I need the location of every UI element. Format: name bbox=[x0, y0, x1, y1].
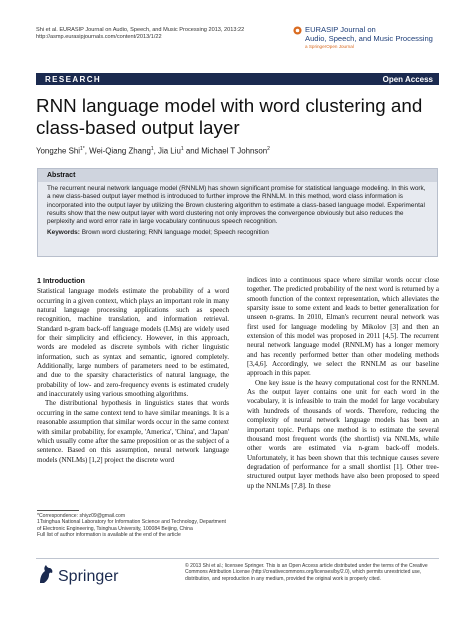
body-paragraph: Statistical language models estimate the probability of a word occurring in a given context, which plays an important role in many natural language processing applications such as speech recognition, machine translation, and information retrieval. Standard n-gram back-off language models (LMs) are widely used for their simplicity and efficiency. However, in this approach, words are modeled as discrete symbols with richer linguistic information, such as syntax and semantic, ignored completely. Additionally, large numbers of parameters need to be estimated, and due to the sparsity characteristics of natural language, the probability of low- and zero-frequency events is estimated crudely and inaccurately using various smoothing algorithms. bbox=[37, 287, 229, 399]
section-heading: 1 Introduction bbox=[37, 276, 85, 285]
author-affiliation-mark: 1* bbox=[80, 146, 85, 152]
journal-logo-icon bbox=[293, 26, 302, 35]
journal-name-line1: EURASIP Journal on bbox=[305, 25, 376, 34]
author-separator: and bbox=[183, 146, 202, 156]
research-banner bbox=[36, 73, 439, 85]
keywords-text: Brown word clustering; RNN language model; Speech recognition bbox=[81, 229, 269, 237]
article-title: RNN language model with word clustering and class-based output layer bbox=[36, 95, 423, 138]
journal-brand[interactable] bbox=[293, 25, 443, 49]
author-name[interactable]: Yongzhe Shi bbox=[36, 146, 81, 156]
footer-rule bbox=[36, 558, 439, 559]
abstract-text: The recurrent neural network language model (RNNLM) has shown significant promise for statistical language modeling. In this work, a new class-based output layer method is introduced to further improve the RNNLM. In this method, word class information is incorporated into the output layer by utilizing the Brown clustering algorithm to estimate a class-based language model. Experimental results show that the new output layer with word clustering not only improves the convergence obviously but also reduces the perplexity and word error rate in large vocabulary continuous speech recognition. bbox=[47, 185, 426, 226]
affiliation-note: 1Tsinghua National Laboratory for Information Science and Technology, Department of Electronic Engineering, Tsinghua University, 100084 Beijing, China bbox=[37, 519, 226, 532]
abstract-box bbox=[37, 168, 438, 257]
running-head bbox=[36, 27, 244, 41]
author-info-note: Full list of author information is available at the end of the article bbox=[37, 532, 181, 539]
footnotes bbox=[37, 513, 227, 539]
author-affiliation-mark: 1 bbox=[180, 146, 184, 152]
author-affiliation-mark: 1 bbox=[150, 146, 154, 152]
body-paragraph: indices into a continuous space where similar words occur close together. The predicted probability of the next word is returned by a smooth function of the context representation, which alleviates the sparsity issue to some extent and leads to better generalization for unseen n-grams. In 2010, Elman's recurrent neural network was first used for language modeling by Mikolov [3] and then an extension of this model was proposed in 2011 [4,5]. The recurrent neural network language model (RNNLM) has a longer memory and has recently performed better than other modeling methods [3,4,6]. Accordingly, we select the RNNLM as our baseline approach in this paper. bbox=[247, 276, 439, 378]
journal-subtitle: a SpringerOpen Journal bbox=[305, 44, 354, 49]
body-paragraph: One key issue is the heavy computational cost for the RNNLM. As the output layer contains one unit for each word in the vocabulary, it is infeasible to train the model for large vocabulary with hundreds of thousands of words. Therefore, reducing the complexity of neural network language models has been an important topic. Perhaps one method is to estimate the several thousand most frequent words (the shortlist) via NNLMs, while other words are estimated via n-gram back-off models. Unfortunately, it has been shown that this technique causes severe degradation of performance for a small shortlist [1]. Other tree-structured output layer methods have also been proposed to speed up the NNLMs [7,8]. In these bbox=[247, 378, 439, 490]
body-column-right bbox=[247, 276, 439, 491]
journal-name-line2: Audio, Speech, and Music Processing bbox=[305, 34, 433, 43]
correspondence-note[interactable]: *Correspondence: shiyz09@gmail.com bbox=[37, 513, 126, 519]
body-column-left bbox=[37, 276, 229, 465]
author-name[interactable]: Michael T Johnson bbox=[201, 146, 268, 156]
footnote-rule bbox=[37, 510, 79, 511]
body-paragraph: The distributional hypothesis in linguistics states that words occurring in the same context tend to have similar meanings. It is a reasonable assumption that similar words occur in the same context with similar probability, for example, 'America', 'China', and 'Japan' which usually come after the same preposition or as the subject of a sentence. Based on this assumption, neural network language models (NNLMs) [1,2] project the discrete word bbox=[37, 399, 229, 464]
author-list bbox=[36, 146, 270, 156]
running-head-citation: Shi et al. EURASIP Journal on Audio, Speech, and Music Processing 2013, 2013:22 bbox=[36, 27, 245, 33]
abstract-heading: Abstract bbox=[38, 169, 437, 182]
author-name[interactable]: Jia Liu bbox=[158, 146, 181, 156]
springer-horse-icon bbox=[36, 563, 56, 585]
author-separator: , bbox=[84, 146, 90, 156]
keywords-label: Keywords: bbox=[47, 229, 80, 237]
author-name[interactable]: Wei-Qiang Zhang bbox=[89, 146, 151, 156]
author-affiliation-mark: 2 bbox=[267, 146, 270, 152]
article-type-label: RESEARCH bbox=[45, 74, 102, 84]
running-head-url[interactable]: http://asmp.eurasipjournals.com/content/2013/1/22 bbox=[36, 34, 162, 41]
author-separator: , bbox=[153, 146, 159, 156]
springer-logo[interactable]: Springer bbox=[58, 568, 119, 585]
license-text: © 2013 Shi et al.; licensee Springer. This is an Open Access article distributed under the terms of the Creative Commons Attribution License (http://creativecommons.org/licenses/by/2.0), which permits unrestricted use, distribution, and reproduction in any medium, provided the original work is properly cited. bbox=[185, 563, 428, 582]
keywords bbox=[38, 226, 437, 237]
open-access-label: Open Access bbox=[382, 74, 433, 84]
